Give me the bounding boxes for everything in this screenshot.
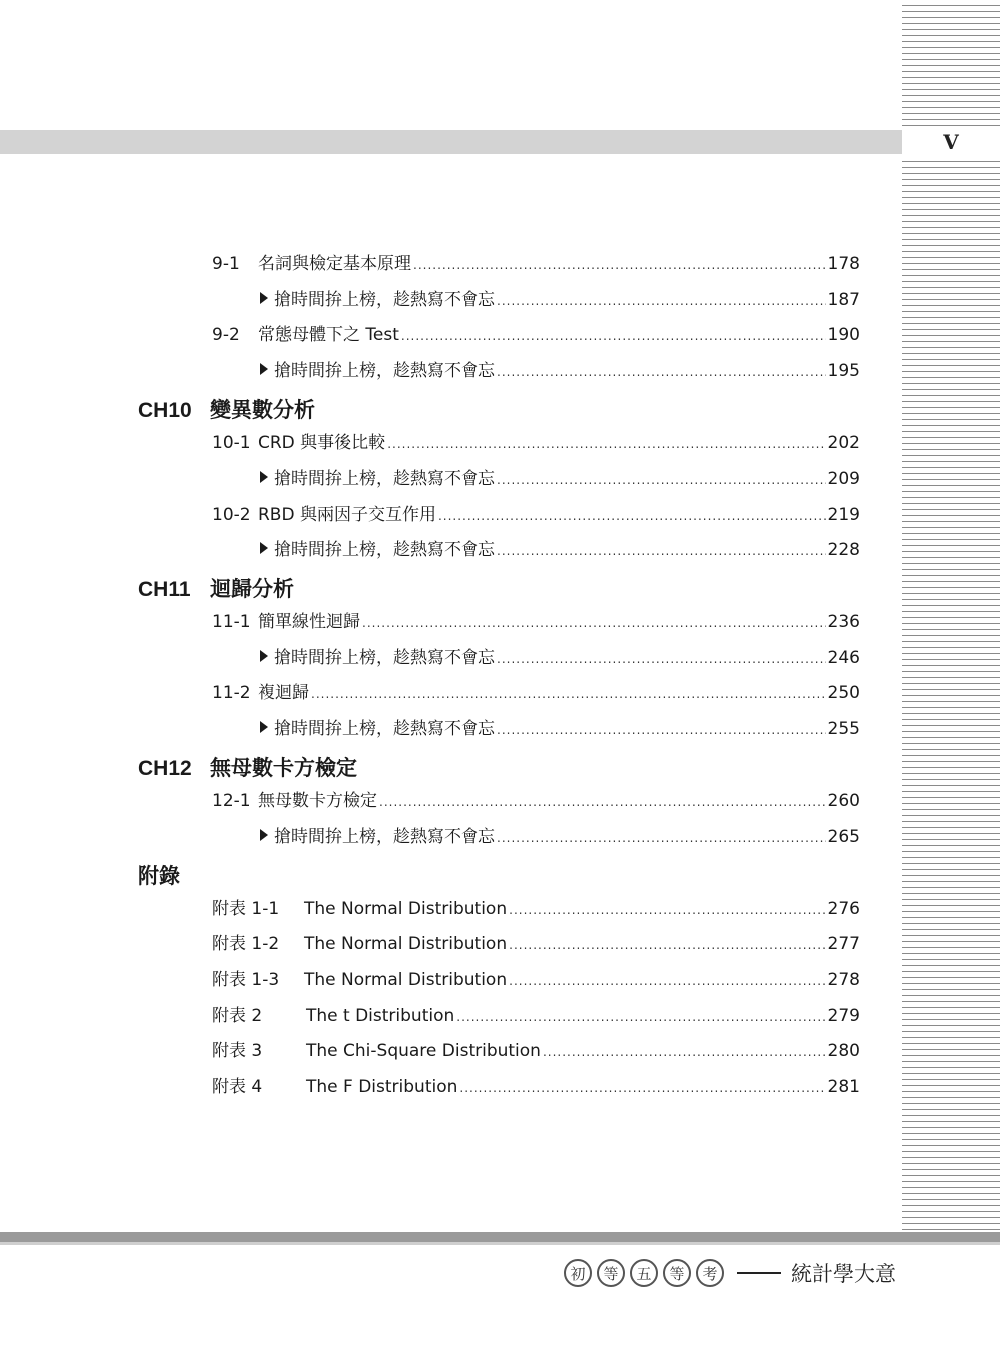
appendix-title: The Chi-Square Distribution [306,1041,541,1061]
circled-char: 初 [564,1259,592,1287]
page-number: 190 [827,325,860,345]
triangle-bullet-icon [260,292,268,304]
toc-exercise-row[interactable] [258,645,860,671]
section-title: 無母數卡方檢定 [258,791,377,811]
section-number: 11-2 [212,683,251,703]
page-number: 260 [827,791,860,811]
toc-exercise-row[interactable] [258,716,860,742]
chapter-heading[interactable] [138,395,315,425]
circled-char: 等 [597,1259,625,1287]
footer-bar [0,1232,1000,1242]
chapter-heading[interactable] [138,753,357,783]
chapter-number: CH10 [138,399,192,422]
dot-leader [401,323,826,349]
exercise-title: 搶時間拚上榜，趁熱寫不會忘 [274,648,495,668]
circled-char: 等 [663,1259,691,1287]
circled-char: 五 [630,1259,658,1287]
exercise-title: 搶時間拚上榜，趁熱寫不會忘 [274,827,495,847]
page-number: 279 [827,1006,860,1026]
header-band [0,130,902,154]
dot-leader [497,825,826,851]
toc-exercise-row[interactable] [258,358,860,384]
toc-exercise-row[interactable] [258,537,860,563]
toc-appendix-row[interactable] [212,1038,860,1064]
page-number: 265 [827,827,860,847]
page-number: 280 [827,1041,860,1061]
triangle-bullet-icon [260,363,268,375]
section-number: 11-1 [212,612,251,632]
dot-leader [497,646,826,672]
running-footer [564,1256,896,1290]
triangle-bullet-icon [260,471,268,483]
edge-stripes [902,0,1000,1232]
toc-exercise-row[interactable] [258,824,860,850]
dot-leader [311,681,826,707]
toc-exercise-row[interactable] [258,287,860,313]
dot-leader [438,503,826,529]
page-number: 209 [827,469,860,489]
appendix-number: 附表 1-1 [212,899,280,919]
dot-leader [509,932,825,958]
page-number: 278 [827,970,860,990]
page-number: 178 [827,254,860,274]
dot-leader [497,288,826,314]
toc-section-row[interactable] [212,609,860,635]
dot-leader [497,359,826,385]
dot-leader [509,897,825,923]
appendix-title: The t Distribution [306,1006,455,1026]
page-number: 187 [827,290,860,310]
section-title: 名詞與檢定基本原理 [258,254,411,274]
section-number: 9-1 [212,254,240,274]
dot-leader [413,252,826,278]
section-number: 9-2 [212,325,240,345]
toc-exercise-row[interactable] [258,466,860,492]
chapter-title: 變異數分析 [210,398,315,422]
dot-leader [543,1039,826,1065]
section-title: 複迴歸 [258,683,309,703]
page-number: 250 [827,683,860,703]
page-number: 246 [827,648,860,668]
toc-appendix-row[interactable] [212,931,860,957]
toc-section-row[interactable] [212,502,860,528]
appendix-number: 附表 3 [212,1041,263,1061]
appendix-title: The Normal Distribution [304,970,508,990]
chapter-title: 無母數卡方檢定 [210,756,357,780]
em-dash-rule [737,1272,781,1274]
exercise-title: 搶時間拚上榜，趁熱寫不會忘 [274,719,495,739]
page-number: 202 [827,433,860,453]
appendix-number: 附表 2 [212,1006,263,1026]
dot-leader [459,1075,825,1101]
triangle-bullet-icon [260,829,268,841]
section-title: CRD 與事後比較 [258,433,386,453]
page-number: 236 [827,612,860,632]
page-number: 277 [827,934,860,954]
dot-leader [362,610,826,636]
section-number: 10-1 [212,433,251,453]
section-title: 簡單線性迴歸 [258,612,360,632]
dot-leader [379,789,826,815]
triangle-bullet-icon [260,721,268,733]
page-number: 276 [827,899,860,919]
appendix-number: 附表 1-3 [212,970,280,990]
dot-leader [497,467,826,493]
section-number: 10-2 [212,505,251,525]
toc-appendix-row[interactable] [212,967,860,993]
triangle-bullet-icon [260,650,268,662]
chapter-number: CH11 [138,578,191,601]
section-number: 12-1 [212,791,251,811]
appendix-title: The F Distribution [306,1077,458,1097]
toc-appendix-row[interactable] [212,1074,860,1100]
page-number: 228 [827,540,860,560]
page-number: 195 [827,361,860,381]
dot-leader [387,431,825,457]
appendix-title: The Normal Distribution [304,899,508,919]
toc-section-row[interactable] [212,788,860,814]
page-number: 281 [827,1077,860,1097]
chapter-heading[interactable] [138,574,294,604]
triangle-bullet-icon [260,542,268,554]
toc-appendix-row[interactable] [212,1003,860,1029]
exercise-title: 搶時間拚上榜，趁熱寫不會忘 [274,469,495,489]
dot-leader [497,717,826,743]
exercise-title: 搶時間拚上榜，趁熱寫不會忘 [274,540,495,560]
toc-section-row[interactable] [212,322,860,348]
toc-section-row[interactable] [212,680,860,706]
section-title: 常態母體下之 Test [258,325,399,345]
footer-bar-light [0,1242,1000,1245]
appendix-number: 附表 4 [212,1077,263,1097]
toc-appendix-row[interactable] [212,896,860,922]
page-number: 255 [827,719,860,739]
dot-leader [509,968,825,994]
chapter-title: 迴歸分析 [210,577,294,601]
dot-leader [497,538,826,564]
exercise-title: 搶時間拚上榜，趁熱寫不會忘 [274,290,495,310]
appendix-heading[interactable]: 附錄 [138,864,180,888]
exercise-title: 搶時間拚上榜，趁熱寫不會忘 [274,361,495,381]
dot-leader [456,1004,825,1030]
section-title: RBD 與兩因子交互作用 [258,505,436,525]
circled-char: 考 [696,1259,724,1287]
toc-section-row[interactable] [212,251,860,277]
chapter-number: CH12 [138,757,192,780]
page-marker: V [902,128,1000,156]
toc-section-row[interactable] [212,430,860,456]
appendix-number: 附表 1-2 [212,934,280,954]
page-number: 219 [827,505,860,525]
book-title: 統計學大意 [791,1262,896,1286]
appendix-title: The Normal Distribution [304,934,508,954]
